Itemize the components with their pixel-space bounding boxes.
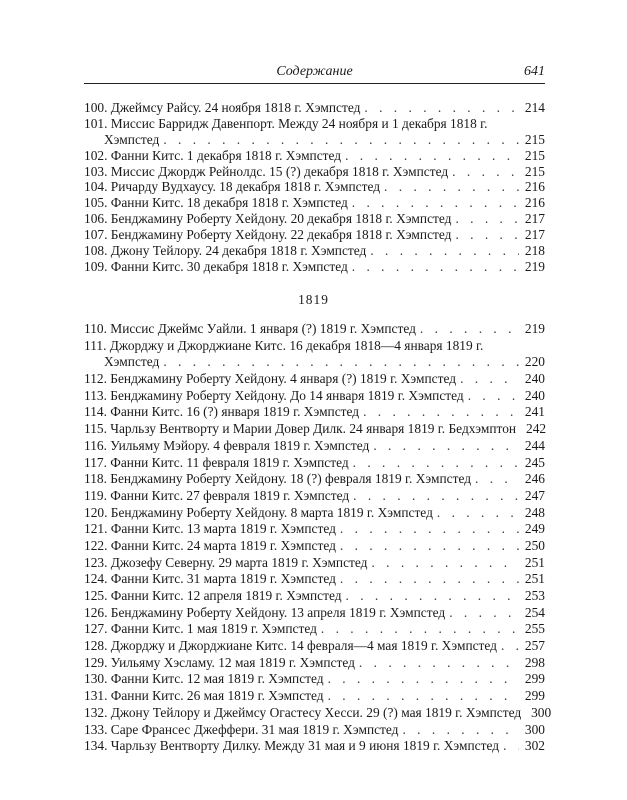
dot-leader <box>437 505 519 522</box>
toc-entry <box>84 688 545 705</box>
running-header <box>84 61 545 84</box>
toc-entry-title: 100. Джеймсу Райсу. 24 ноября 1818 г. Хэмпстед <box>84 100 361 115</box>
toc-entry-title: 119. Фанни Китс. 27 февраля 1819 г. Хэмпстед <box>84 487 350 503</box>
section-heading-1819: 1819 <box>298 292 329 307</box>
dot-leader <box>363 404 519 421</box>
toc-entry <box>84 738 545 755</box>
toc-entry-title: 114. Фанни Китс. 16 (?) января 1819 г. Хэмпстед <box>84 404 360 420</box>
dot-leader <box>475 471 519 488</box>
toc-entry <box>84 521 545 538</box>
toc-entry <box>84 471 545 488</box>
toc-entry-title: 108. Джону Тейлору. 24 декабря 1818 г. Хэмпстед <box>84 243 367 259</box>
toc-entry <box>84 621 545 638</box>
dot-leader <box>340 521 519 538</box>
toc-entry-title: 131. Фанни Китс. 26 мая 1819 г. Хэмпстед <box>84 688 324 704</box>
toc-entry-page: 244 <box>524 437 545 453</box>
toc-entry <box>84 388 545 405</box>
toc-entry-continuation <box>84 132 545 148</box>
dot-leader <box>503 738 519 755</box>
dot-leader <box>384 179 519 195</box>
toc-entry-title: 101. Миссис Барридж Давенпорт. Между 24 ноября и 1 декабря 1818 г. <box>84 115 488 131</box>
toc-entry-page: 300 <box>524 721 545 737</box>
dot-leader <box>468 388 519 405</box>
toc-entry-page: 219 <box>524 321 545 336</box>
toc-entry <box>84 438 545 455</box>
toc-entry-page: 251 <box>524 554 545 570</box>
toc-entry-title: 117. Фанни Китс. 11 февраля 1819 г. Хэмпстед <box>84 454 349 470</box>
toc-entry-title: 129. Уильяму Хэсламу. 12 мая 1819 г. Хэмпстед <box>84 654 355 670</box>
toc-entry-page: 240 <box>524 387 545 403</box>
toc-entry <box>84 571 545 588</box>
toc-entry-title: 122. Фанни Китс. 24 марта 1819 г. Хэмпстед <box>84 537 336 553</box>
toc-entry-title: 132. Джону Тейлору и Джеймсу Огастесу Хесси. 29 (?) мая 1819 г. Хэмпстед <box>84 704 522 720</box>
toc-entry <box>84 321 545 338</box>
toc-entry <box>84 164 545 180</box>
toc-entry-title-cont: Хэмпстед <box>104 354 160 370</box>
toc-entry-page: 249 <box>524 521 545 537</box>
toc-entry-page: 242 <box>526 421 547 437</box>
toc-entry-page: 216 <box>524 195 545 211</box>
toc-entry-title: 120. Бенджамину Роберту Хейдону. 8 марта 1819 г. Хэмпстед <box>84 504 433 520</box>
toc-entry-page: 214 <box>524 100 545 115</box>
toc-entry <box>84 722 545 739</box>
dot-leader <box>328 688 519 705</box>
toc-entry-page: 240 <box>524 371 545 387</box>
toc-entry <box>84 704 552 722</box>
dot-leader <box>352 259 519 275</box>
toc-entry-continuation <box>84 354 545 371</box>
toc-entry <box>84 538 545 555</box>
toc-entry-page: 217 <box>524 227 545 243</box>
dot-leader <box>163 132 519 148</box>
dot-leader <box>345 148 519 164</box>
toc-list-1819 <box>84 321 552 755</box>
toc-entry-page: 245 <box>524 454 545 470</box>
toc-entry <box>84 655 545 672</box>
toc-entry-title: 105. Фанни Китс. 18 декабря 1818 г. Хэмпстед <box>84 195 348 211</box>
dot-leader <box>346 588 519 605</box>
toc-entry-title: 125. Фанни Китс. 12 апреля 1819 г. Хэмпстед <box>84 588 342 603</box>
toc-entry <box>84 421 545 438</box>
toc-entry <box>84 179 545 195</box>
toc-entry <box>84 671 545 688</box>
dot-leader <box>455 227 519 243</box>
dot-leader <box>340 538 519 555</box>
toc-entry-title: 124. Фанни Китс. 31 марта 1819 г. Хэмпстед <box>84 571 336 587</box>
toc-entry-title: 116. Уильяму Мэйору. 4 февраля 1819 г. Хэмпстед <box>84 437 370 453</box>
toc-entry-page: 254 <box>524 604 545 620</box>
toc-entry-title: 118. Бенджамину Роберту Хейдону. 18 (?) февраля 1819 г. Хэмпстед <box>84 471 472 487</box>
dot-leader <box>353 488 519 505</box>
toc-entry <box>84 505 545 522</box>
toc-entry-title: 126. Бенджамину Роберту Хейдону. 13 апреля 1819 г. Хэмпстед <box>84 604 446 620</box>
toc-entry-title: 134. Чарльзу Вентворту Дилку. Между 31 мая и 9 июня 1819 г. Хэмпстед <box>84 738 500 754</box>
toc-entry-title: 107. Бенджамину Роберту Хейдону. 22 декабря 1818 г. Хэмпстед <box>84 227 452 243</box>
toc-entry-title: 104. Ричарду Вудхаусу. 18 декабря 1818 г. Хэмпстед <box>84 179 381 195</box>
toc-entry-title: 103. Миссис Джордж Рейнолдс. 15 (?) декабря 1818 г. Хэмпстед <box>84 163 449 179</box>
toc-entry <box>84 638 545 655</box>
dot-leader <box>370 243 519 259</box>
toc-entry-title-cont: Хэмпстед <box>104 131 160 147</box>
dot-leader <box>452 164 519 180</box>
toc-entry-page: 248 <box>524 504 545 520</box>
dot-leader <box>449 605 519 622</box>
dot-leader <box>340 571 519 588</box>
toc-entry-page: 216 <box>524 179 545 195</box>
toc-entry-page: 298 <box>524 654 545 670</box>
header-title: Содержание <box>276 64 353 79</box>
toc-entry-title: 109. Фанни Китс. 30 декабря 1818 г. Хэмпстед <box>84 258 348 274</box>
toc-entry-title: 121. Фанни Китс. 13 марта 1819 г. Хэмпстед <box>84 521 336 537</box>
toc-entry <box>84 259 545 275</box>
toc-entry-page: 215 <box>524 147 545 163</box>
toc-entry-title: 106. Бенджамину Роберту Хейдону. 20 декабря 1818 г. Хэмпстед <box>84 211 452 227</box>
toc-entry-page: 251 <box>524 571 545 587</box>
toc-entry-title: 123. Джозефу Северну. 29 марта 1819 г. Хэмпстед <box>84 554 368 570</box>
dot-leader <box>321 621 519 638</box>
toc-entry-title: 112. Бенджамину Роберту Хейдону. 4 января (?) 1819 г. Хэмпстед <box>84 371 457 387</box>
toc-entry-title: 102. Фанни Китс. 1 декабря 1818 г. Хэмпстед <box>84 147 342 163</box>
toc-entry-page: 247 <box>524 487 545 503</box>
toc-entry-title: 130. Фанни Китс. 12 мая 1819 г. Хэмпстед <box>84 671 324 687</box>
toc-entry-title: 128. Джорджу и Джорджиане Китс. 14 февраля—4 мая 1819 г. Хэмпстед <box>84 638 497 654</box>
dot-leader <box>402 722 519 739</box>
dot-leader <box>373 438 519 455</box>
toc-entry-page: 302 <box>524 738 545 754</box>
toc-entry <box>84 338 545 355</box>
toc-entry-page: 253 <box>524 588 545 603</box>
dot-leader <box>501 638 519 655</box>
toc-entry <box>84 148 545 164</box>
toc-entry <box>84 116 545 132</box>
toc-entry-title: 113. Бенджамину Роберту Хейдону. До 14 января 1819 г. Хэмпстед <box>84 387 464 403</box>
dot-leader <box>353 455 519 472</box>
dot-leader <box>460 371 519 388</box>
toc-entry-page: 255 <box>524 621 545 637</box>
dot-leader <box>328 671 519 688</box>
toc-entry <box>84 455 545 472</box>
toc-entry-page: 218 <box>524 243 545 259</box>
toc-entry <box>84 605 545 622</box>
toc-entry <box>84 227 545 243</box>
toc-entry-title: 111. Джорджу и Джорджиане Китс. 16 декабря 1818—4 января 1819 г. <box>84 337 484 353</box>
toc-entry-page: 215 <box>524 131 545 147</box>
toc-entry-page: 241 <box>524 404 545 420</box>
toc-entry <box>84 195 545 211</box>
dot-leader <box>364 100 519 116</box>
dot-leader <box>352 195 519 211</box>
toc-entry <box>84 488 545 505</box>
toc-entry-page: 219 <box>524 258 545 274</box>
dot-leader <box>163 354 519 371</box>
toc-entry <box>84 588 545 605</box>
toc-entry-title: 115. Чарльзу Вентворту и Марии Довер Дилк. 24 января 1819 г. Бедхэмптон <box>84 421 517 437</box>
toc-entry-page: 215 <box>524 163 545 179</box>
toc-entry-page: 246 <box>524 471 545 487</box>
toc-entry-page: 299 <box>524 688 545 704</box>
toc-entry-page: 220 <box>524 354 545 370</box>
toc-entry <box>84 371 545 388</box>
toc-entry-title: 127. Фанни Китс. 1 мая 1819 г. Хэмпстед <box>84 621 317 637</box>
toc-entry <box>84 404 545 421</box>
toc-entry <box>84 555 545 572</box>
dot-leader <box>371 555 519 572</box>
dot-leader <box>455 211 519 227</box>
toc-entry-title: 133. Саре Франсес Джеффери. 31 мая 1819 г. Хэмпстед <box>84 721 399 737</box>
dot-leader <box>359 655 519 672</box>
toc-entry <box>84 211 545 227</box>
toc-entry-title: 110. Миссис Джеймс Уайли. 1 января (?) 1819 г. Хэмпстед <box>84 321 416 336</box>
toc-list-1818 <box>84 100 545 275</box>
dot-leader <box>420 321 519 338</box>
toc-entry-page: 217 <box>524 211 545 227</box>
toc-entry-page: 257 <box>524 638 545 654</box>
toc-entry <box>84 243 545 259</box>
toc-entry-page: 300 <box>531 704 552 720</box>
toc-entry-page: 299 <box>524 671 545 687</box>
page-number: 641 <box>524 64 545 79</box>
toc-entry <box>84 100 545 116</box>
toc-entry-page: 250 <box>524 537 545 553</box>
